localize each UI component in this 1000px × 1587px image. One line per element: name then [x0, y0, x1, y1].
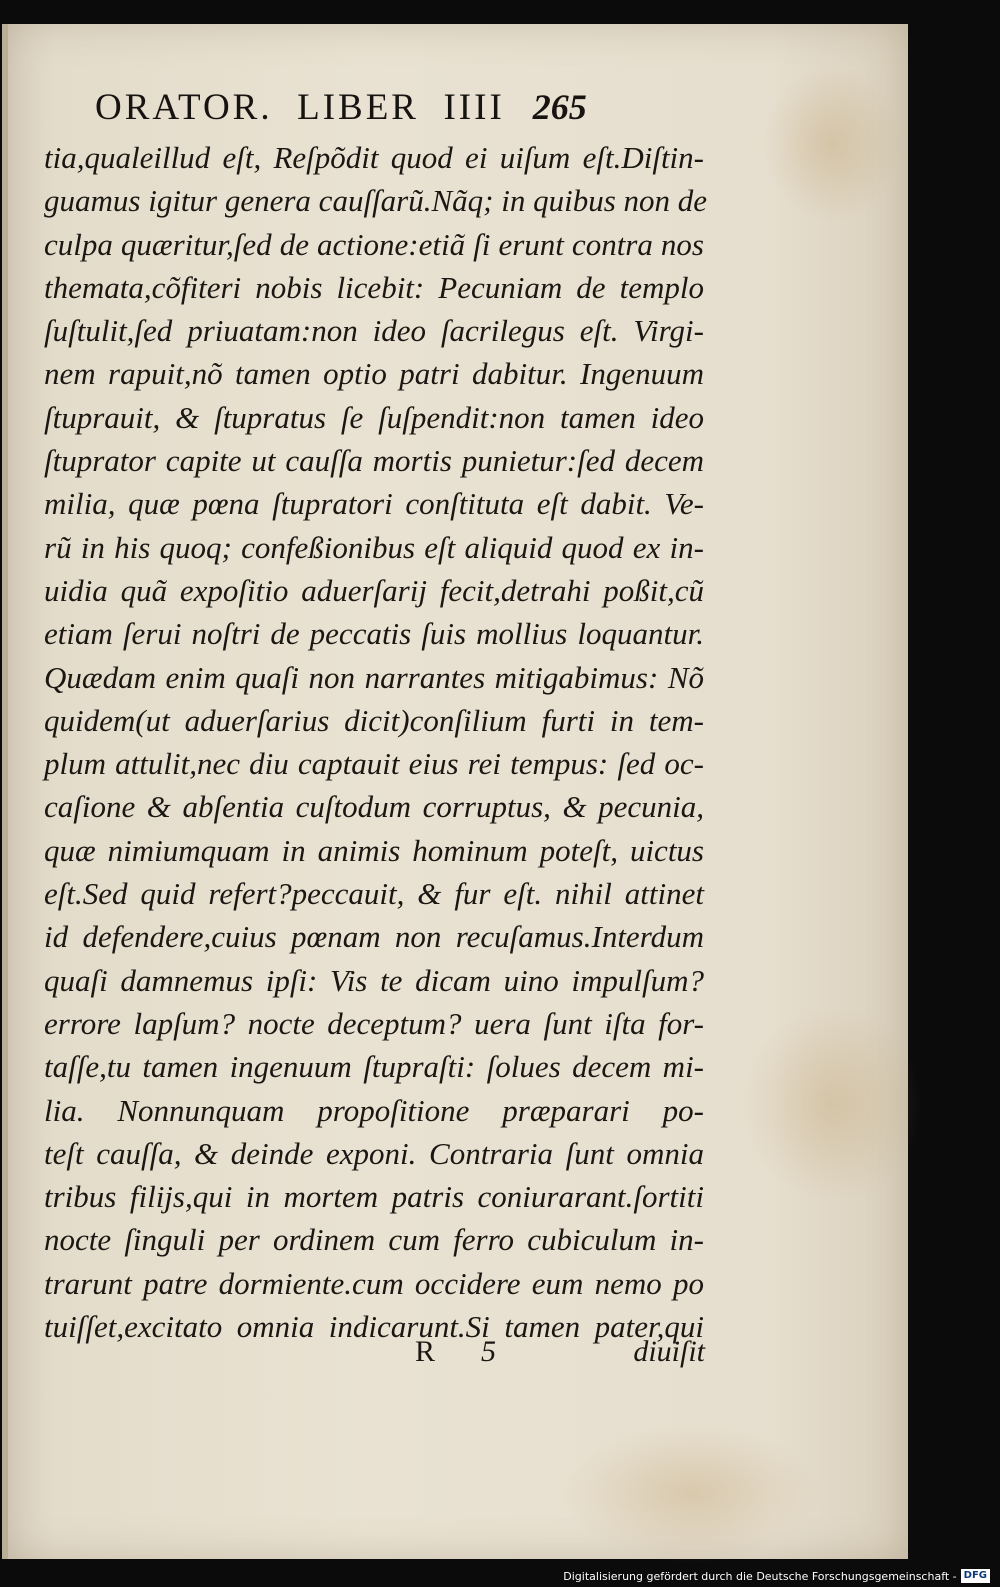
- text-line: ſuſtulit,ſed priuatam:non ideo ſacrilegus eſt. Virgi-: [44, 313, 704, 349]
- dfg-logo: DFG: [961, 1569, 990, 1583]
- running-title: ORATOR. LIBER IIII: [95, 87, 505, 128]
- text-line: tia,qualeillud eſt, Reſpõdit quod ei uiſum eſt.Diſtin-: [44, 140, 704, 175]
- text-line: taſſe,tu tamen ingenuum ſtupraſti: ſolues decem mi-: [44, 1049, 704, 1085]
- text-line: lia. Nonnunquam propoſitione præparari po-: [44, 1092, 704, 1128]
- text-line: milia, quæ pœna ſtupratori conſtituta eſt dabit. Ve-: [44, 486, 704, 522]
- text-line: ſtuprator capite ut cauſſa mortis punietur:ſed decem: [44, 443, 704, 479]
- digitization-credit: [563, 1567, 990, 1585]
- text-line: guamus igitur genera cauſſarũ.Nãq; in quibus non de: [44, 183, 708, 219]
- paper-stain: [562, 1424, 822, 1564]
- text-line: nem rapuit,nõ tamen optio patri dabitur. Ingenuum: [44, 356, 704, 392]
- text-line: etiam ſerui noſtri de peccatis ſuis mollius loquantur.: [44, 616, 704, 652]
- catchline: [415, 1335, 705, 1375]
- text-line: quidem(ut aduerſarius dicit)conſilium furti in tem-: [44, 702, 704, 738]
- paper-stain: [762, 64, 902, 224]
- text-line: tribus filijs,qui in mortem patris coniurarant.ſortiti: [44, 1179, 704, 1215]
- text-line: uidia quã expoſitio aduerſarij fecit,detrahi poßit,cũ: [44, 572, 704, 608]
- text-line: quæ nimiumquam in animis hominum poteſt, uictus: [44, 832, 704, 868]
- text-line: nocte ſinguli per ordinem cum ferro cubiculum in-: [44, 1222, 704, 1258]
- text-line: quaſi damnemus ipſi: Vis te dicam uino impulſum?: [44, 962, 704, 998]
- text-line: id defendere,cuius pœnam non recuſamus.Interdum: [44, 919, 704, 955]
- text-line: culpa quæritur,ſed de actione:etiã ſi erunt contra nos: [44, 226, 704, 262]
- text-line: plum attulit,nec diu captauit eius rei tempus: ſed oc-: [44, 746, 704, 782]
- paper-stain: [742, 1004, 922, 1204]
- text-line: trarunt patre dormiente.cum occidere eum nemo po: [44, 1265, 704, 1301]
- credit-text: Digitalisierung gefördert durch die Deutsche Forschungsgemeinschaft -: [563, 1569, 957, 1583]
- body-text: [44, 136, 708, 1348]
- text-line: tuiſſet,excitato omnia indicarunt.Si tamen pater,qui: [44, 1309, 704, 1345]
- running-header: [95, 86, 665, 134]
- text-line: errore lapſum? nocte deceptum? uera ſunt iſta for-: [44, 1005, 704, 1041]
- text-line: themata,cõfiteri nobis licebit: Pecuniam de templo: [44, 269, 704, 305]
- text-line: Quædam enim quaſi non narrantes mitigabimus: Nõ: [44, 659, 704, 695]
- text-line: rũ in his quoq; confeßionibus eſt aliquid quod ex in-: [44, 529, 704, 565]
- text-line: caſione & abſentia cuſtodum corruptus, & pecunia,: [44, 789, 704, 825]
- signature-mark: R: [415, 1335, 436, 1368]
- text-line: eſt.Sed quid refert?peccauit, & fur eſt. nihil attinet: [44, 876, 704, 912]
- signature-number: 5: [481, 1335, 496, 1368]
- page-number: 265: [532, 87, 587, 127]
- text-line: ſtuprauit, & ſtupratus ſe ſuſpendit:non tamen ideo: [44, 399, 704, 435]
- catchword: diuiſit: [633, 1335, 705, 1368]
- text-line: teſt cauſſa, & deinde exponi. Contraria ſunt omnia: [44, 1135, 704, 1171]
